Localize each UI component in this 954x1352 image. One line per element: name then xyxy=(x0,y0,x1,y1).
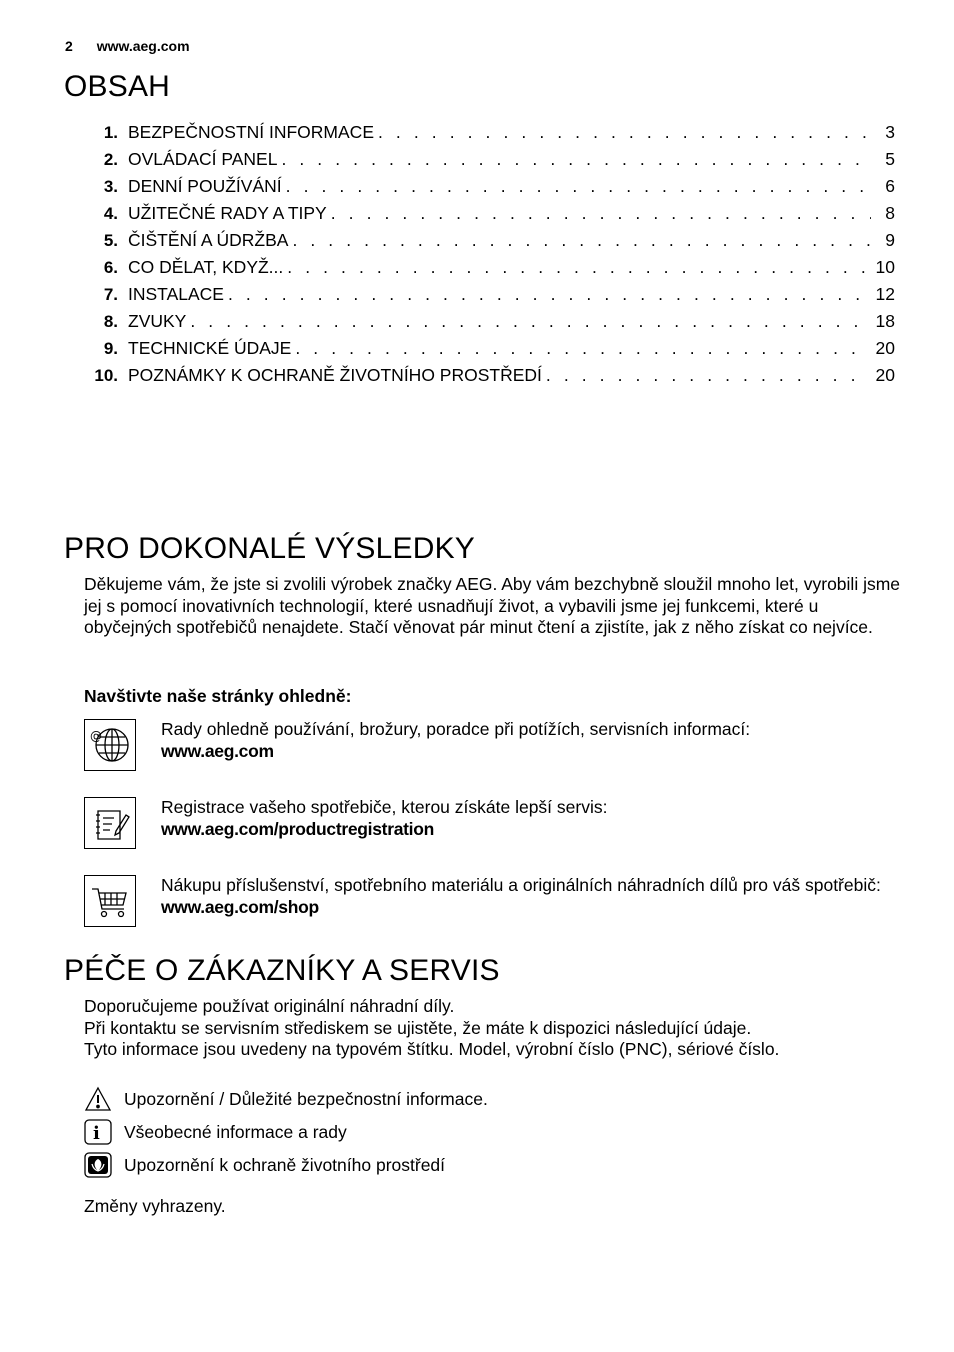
toc-number: 8. xyxy=(103,312,118,331)
toc-page-number: 18 xyxy=(875,311,895,331)
service-text xyxy=(84,996,904,1061)
results-title: PRO DOKONALÉ VÝSLEDKY xyxy=(64,532,476,565)
toc-leader-dots xyxy=(286,176,871,197)
toc-item-title: ČIŠTĚNÍ A ÚDRŽBA xyxy=(128,230,289,250)
toc-item[interactable] xyxy=(80,284,895,311)
toc-item[interactable] xyxy=(80,149,895,176)
globe-icon xyxy=(84,719,136,771)
visit-heading: Navštivte naše stránky ohledně: xyxy=(84,686,352,706)
legend-info xyxy=(84,1119,347,1145)
service-title: PÉČE O ZÁKAZNÍKY A SERVIS xyxy=(64,954,500,987)
toc-page-number: 5 xyxy=(885,149,895,169)
toc-page-number: 3 xyxy=(885,122,895,142)
warning-icon xyxy=(84,1086,112,1112)
toc-leader-dots xyxy=(287,257,869,278)
toc-page-number: 8 xyxy=(885,203,895,223)
toc-number: 10. xyxy=(94,366,118,385)
toc-item-title: POZNÁMKY K OCHRANĚ ŽIVOTNÍHO PROSTŘEDÍ xyxy=(128,365,542,385)
service-line: Doporučujeme používat originální náhradní díly. xyxy=(84,996,455,1016)
legend-warning xyxy=(84,1086,488,1112)
toc-item-title: BEZPEČNOSTNÍ INFORMACE xyxy=(128,122,374,142)
toc-item[interactable] xyxy=(80,257,895,284)
toc-item-title: ZVUKY xyxy=(128,311,187,331)
toc-leader-dots xyxy=(228,284,870,305)
toc-leader-dots xyxy=(292,230,871,251)
link-text: Nákupu příslušenství, spotřebního materiálu a originálních náhradních dílů pro váš spotřebič: xyxy=(161,875,881,895)
toc-item[interactable] xyxy=(80,311,895,338)
toc-number: 6. xyxy=(103,258,118,277)
toc-number: 5. xyxy=(103,231,118,250)
toc-number: 9. xyxy=(103,339,118,358)
toc-leader-dots xyxy=(378,122,871,143)
toc-leader-dots xyxy=(546,365,870,386)
toc-page-number: 20 xyxy=(875,365,895,385)
registration-icon xyxy=(84,797,136,849)
link-text: Registrace vašeho spotřebiče, kterou získáte lepší servis: xyxy=(161,797,608,817)
registration-link[interactable]: www.aeg.com/productregistration xyxy=(161,818,435,839)
toc-number: 7. xyxy=(103,285,118,304)
results-intro: Děkujeme vám, že jste si zvolili výrobek značky AEG. Aby vám bezchybně sloužil mnoho let, vyrobili jsme jej s pomocí inovativních technologií, které usnadňují život, a vybavili jsme jej funkcemi, které u obyčejných spotřebičů nenajdete. Stačí věnovat pár minut čtení a zjistíte, jak z něho získat co nejvíce. xyxy=(84,574,901,637)
table-of-contents xyxy=(80,122,895,392)
toc-page-number: 9 xyxy=(885,230,895,250)
toc-page-number: 6 xyxy=(885,176,895,196)
toc-page-number: 20 xyxy=(875,338,895,358)
legend-text: Upozornění k ochraně životního prostředí xyxy=(124,1154,446,1175)
svg-text:i: i xyxy=(93,1123,100,1144)
toc-item[interactable] xyxy=(80,365,895,392)
toc-item-title: CO DĚLAT, KDYŽ... xyxy=(128,257,284,277)
legend-text: Upozornění / Důležité bezpečnostní informace. xyxy=(124,1088,488,1109)
toc-item[interactable] xyxy=(80,338,895,365)
service-line: Tyto informace jsou uvedeny na typovém štítku. Model, výrobní číslo (PNC), sériové číslo. xyxy=(84,1039,780,1059)
toc-item[interactable] xyxy=(80,176,895,203)
toc-leader-dots xyxy=(295,338,869,359)
page-number: 2 xyxy=(65,38,73,54)
service-line: Při kontaktu se servisním střediskem se ujistěte, že máte k dispozici následující údaje. xyxy=(84,1017,752,1038)
toc-number: 3. xyxy=(103,177,118,196)
shop-link[interactable]: www.aeg.com/shop xyxy=(161,896,319,917)
toc-number: 2. xyxy=(103,150,118,169)
link-row-registration xyxy=(84,797,904,849)
legend-environment xyxy=(84,1152,445,1178)
link-text: Rady ohledně používání, brožury, poradce při potížích, servisních informací: xyxy=(161,719,751,739)
toc-leader-dots xyxy=(190,311,869,332)
shopping-cart-icon xyxy=(84,875,136,927)
toc-item[interactable] xyxy=(80,122,895,149)
header-url[interactable]: www.aeg.com xyxy=(96,38,190,54)
toc-leader-dots xyxy=(331,203,871,224)
toc-item-title: DENNÍ POUŽÍVÁNÍ xyxy=(128,176,282,196)
link-row-support xyxy=(84,719,904,771)
toc-number: 4. xyxy=(103,204,118,223)
link-description xyxy=(161,719,750,771)
toc-item[interactable] xyxy=(80,203,895,230)
legend-text: Všeobecné informace a rady xyxy=(124,1121,347,1142)
toc-leader-dots xyxy=(281,149,871,170)
footer-note: Změny vyhrazeny. xyxy=(84,1196,226,1216)
toc-title: OBSAH xyxy=(64,70,171,103)
toc-item-title: TECHNICKÉ ÚDAJE xyxy=(128,338,292,358)
link-description xyxy=(161,875,881,927)
toc-page-number: 10 xyxy=(875,257,895,277)
link-row-shop xyxy=(84,875,904,927)
toc-item-title: OVLÁDACÍ PANEL xyxy=(128,149,278,169)
toc-item-title: UŽITEČNÉ RADY A TIPY xyxy=(128,203,327,223)
support-link[interactable]: www.aeg.com xyxy=(161,740,274,761)
page-header xyxy=(65,38,190,54)
toc-number: 1. xyxy=(103,123,118,142)
info-icon xyxy=(84,1119,112,1145)
svg-text:@: @ xyxy=(90,729,102,743)
link-description xyxy=(161,797,607,849)
toc-page-number: 12 xyxy=(875,284,895,304)
toc-item-title: INSTALACE xyxy=(128,284,224,304)
toc-item[interactable] xyxy=(80,230,895,257)
environment-icon xyxy=(84,1152,112,1178)
